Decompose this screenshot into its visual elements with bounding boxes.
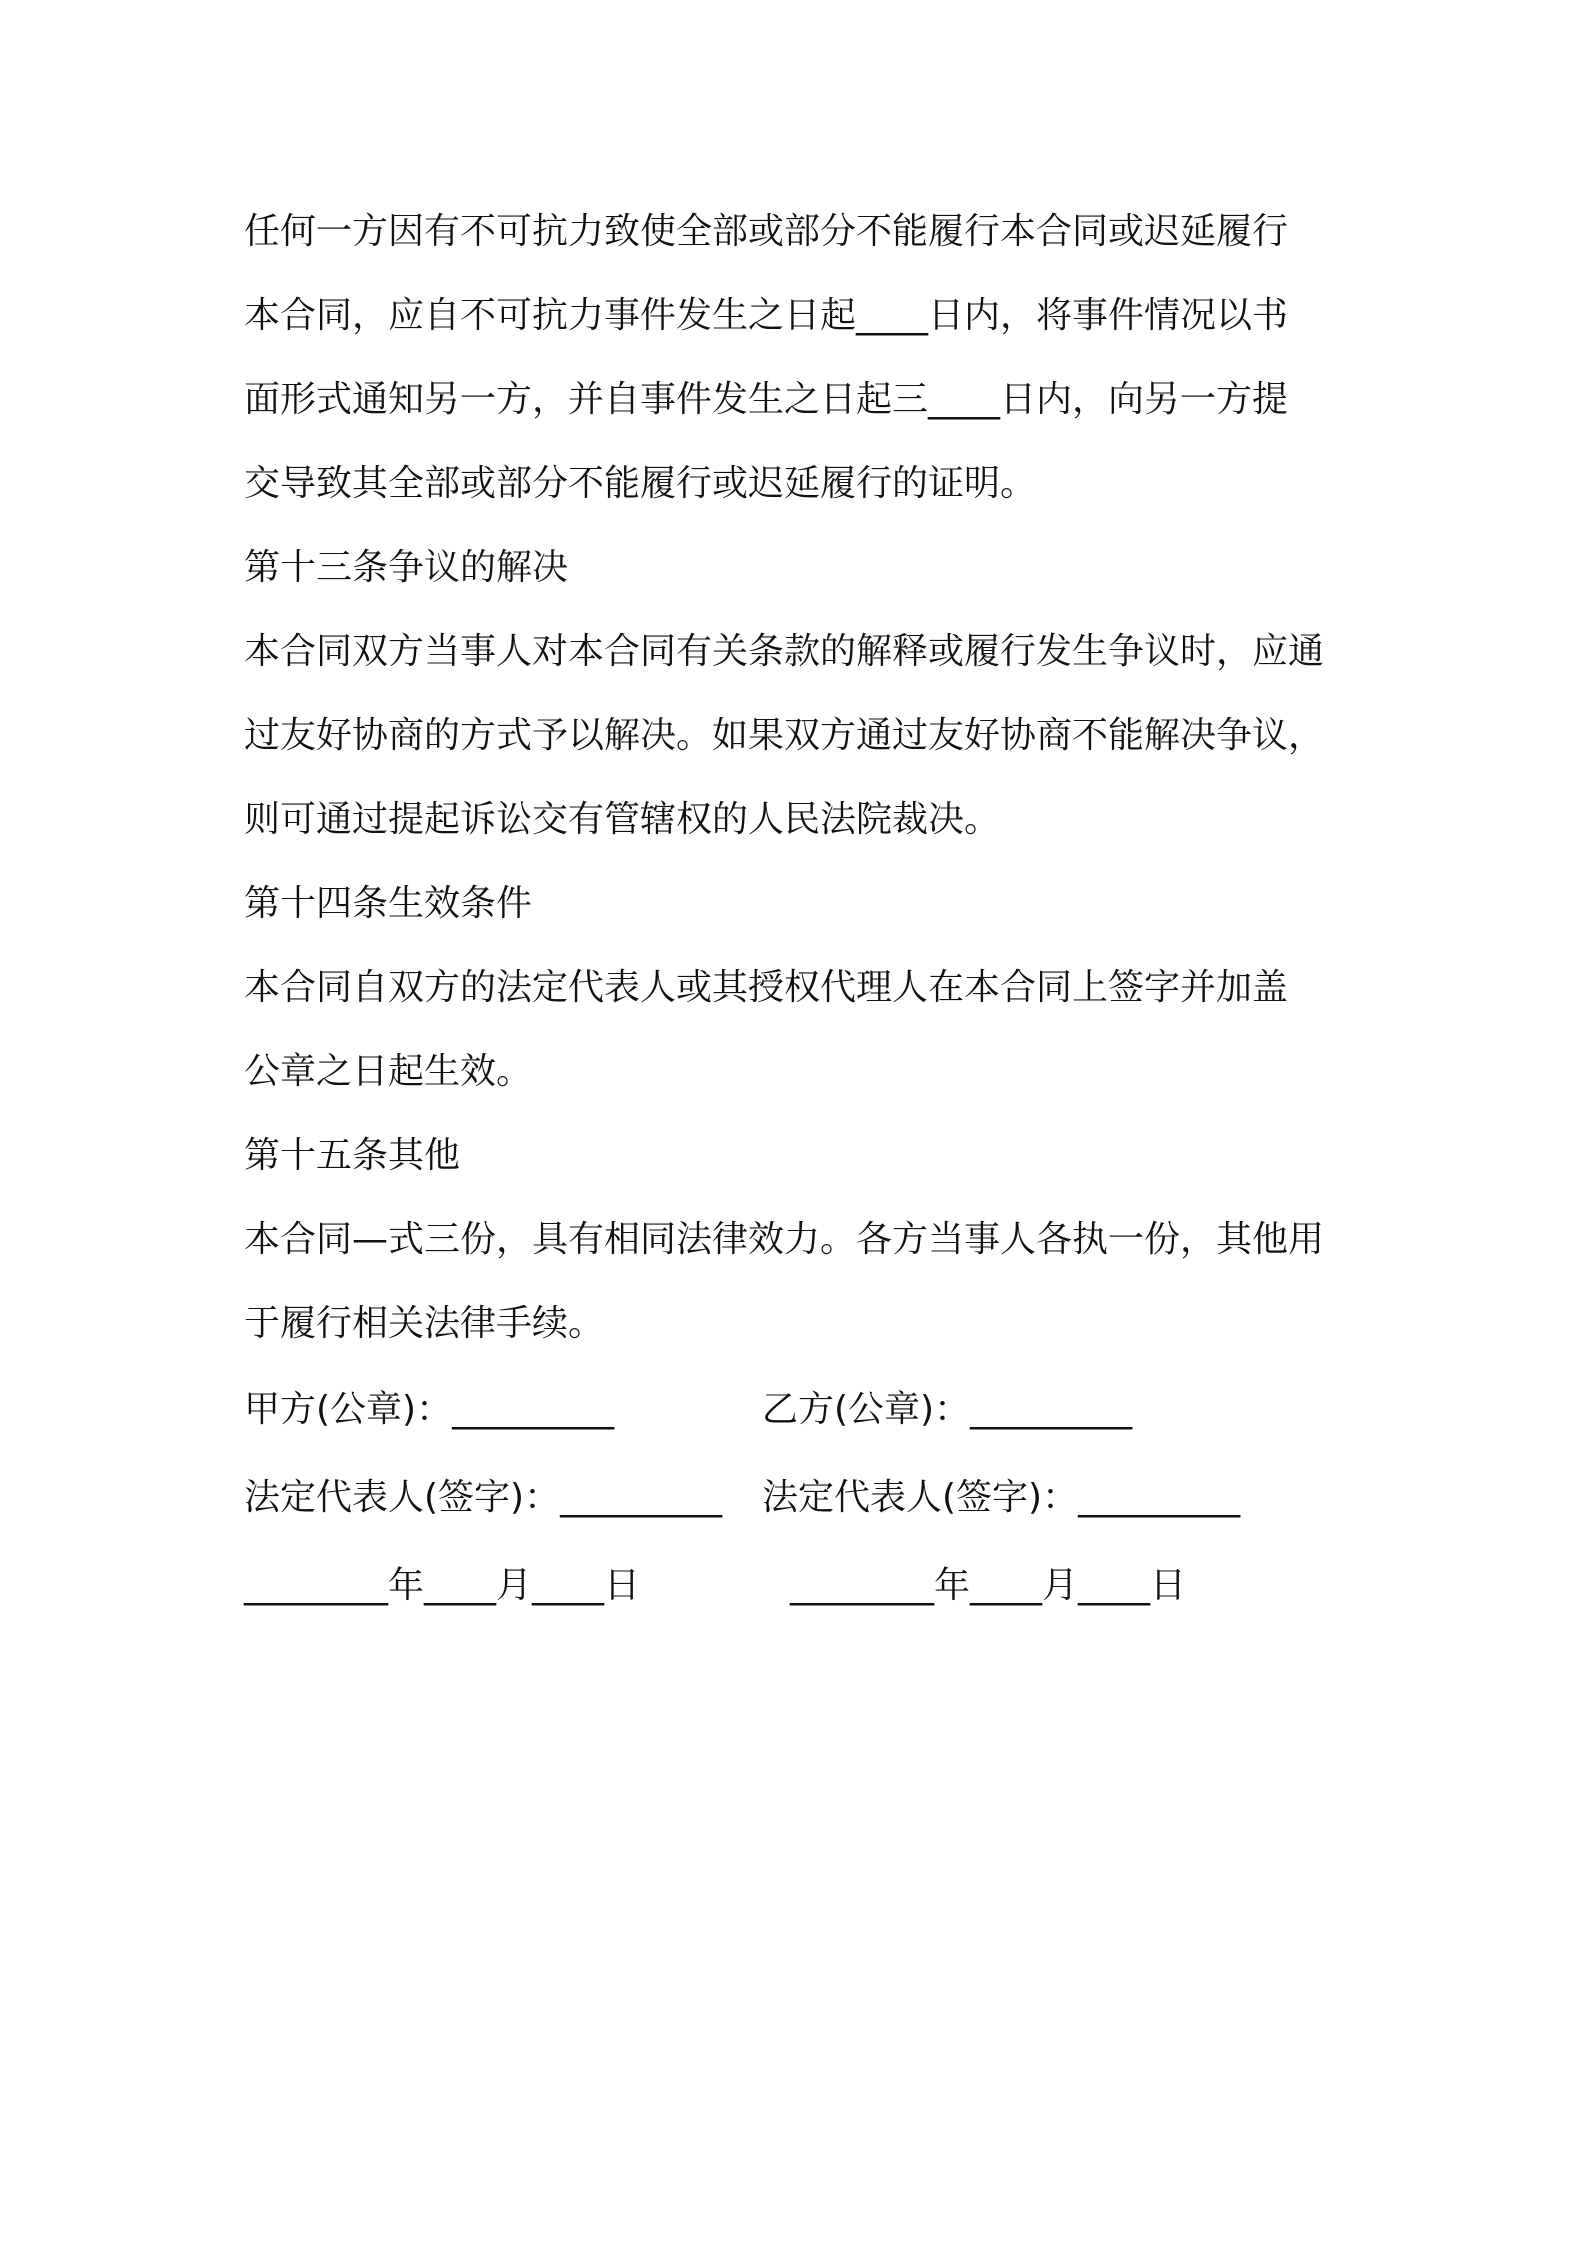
article12-line-3: 面形式通知另一方，并自事件发生之日起三____日内，向另一方提 (244, 379, 1289, 420)
party-a-representative: 法定代表人(签字)：_________ (244, 1477, 723, 1518)
article12-line-4: 交导致其全部或部分不能履行或迟延履行的证明。 (244, 463, 1037, 504)
article14-line-2: 公章之日起生效。 (244, 1051, 533, 1092)
article13-line-1: 本合同双方当事人对本合同有关条款的解释或履行发生争议时，应通 (244, 631, 1325, 672)
article14-heading: 第十四条生效条件 (244, 883, 533, 924)
article13-line-2: 过友好协商的方式予以解决。如果双方通过友好协商不能解决争议， (244, 715, 1325, 756)
party-a-seal: 甲方(公章)：_________ (244, 1389, 615, 1430)
date-row (244, 1542, 1364, 1630)
article13-heading: 第十三条争议的解决 (244, 547, 569, 588)
party-b-date: ________年____月____日 (790, 1565, 1186, 1606)
party-b-seal: 乙方(公章)：_________ (762, 1389, 1133, 1430)
article15-line-1: 本合同—式三份，具有相同法律效力。各方当事人各执一份，其他用 (244, 1219, 1325, 1260)
article15-line-2: 于履行相关法律手续。 (244, 1303, 605, 1344)
party-a-date: ________年____月____日 (244, 1565, 640, 1606)
seal-row (244, 1366, 1364, 1454)
article15-heading: 第十五条其他 (244, 1135, 461, 1176)
article14-line-1: 本合同自双方的法定代表人或其授权代理人在本合同上签字并加盖 (244, 967, 1289, 1008)
article13-line-3: 则可通过提起诉讼交有管辖权的人民法院裁决。 (244, 799, 1001, 840)
article12-line-2: 本合同，应自不可抗力事件发生之日起____日内，将事件情况以书 (244, 295, 1289, 336)
representative-row (244, 1454, 1364, 1542)
document-body (244, 190, 1364, 1630)
party-b-representative: 法定代表人(签字)：_________ (762, 1477, 1241, 1518)
article12-line-1: 任何一方因有不可抗力致使全部或部分不能履行本合同或迟延履行 (244, 211, 1289, 252)
